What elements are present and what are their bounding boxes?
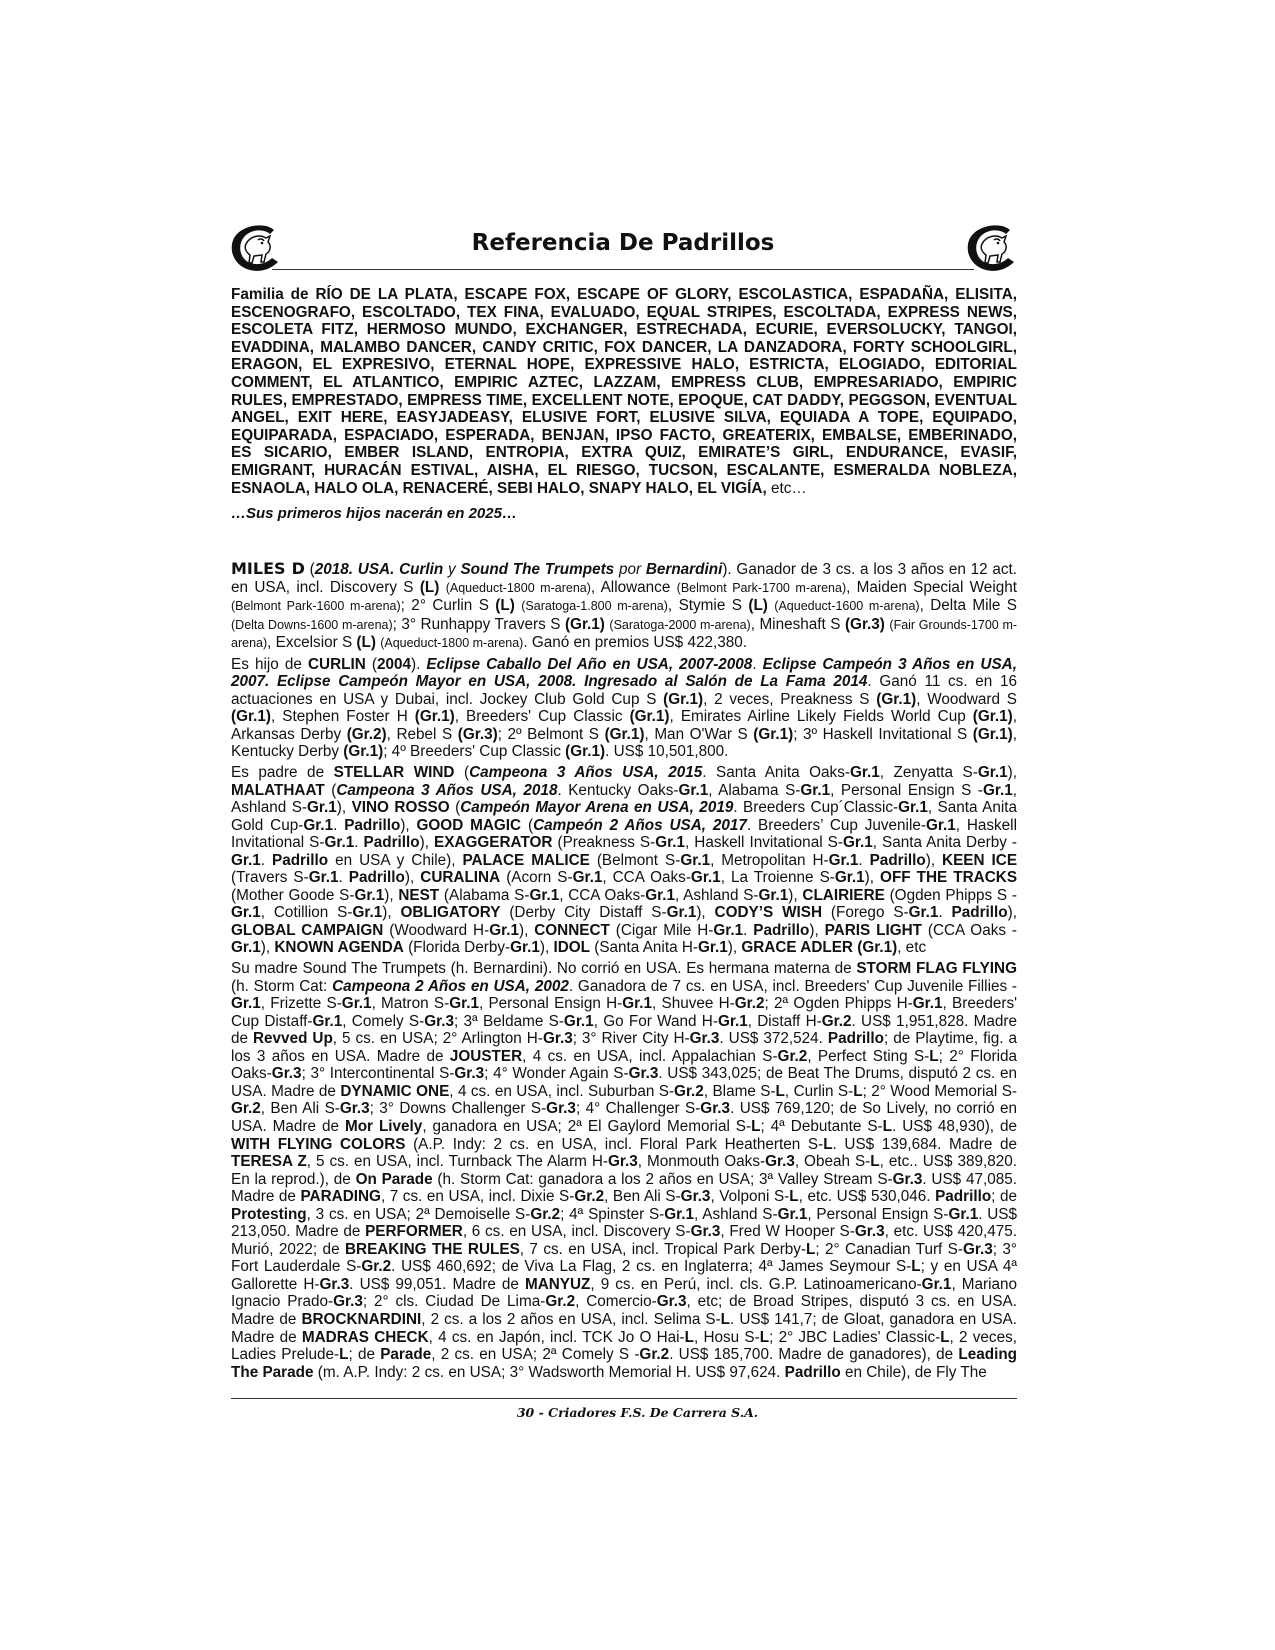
pedigree-body	[231, 560, 1017, 1384]
family-list	[231, 286, 1017, 497]
family-section	[231, 286, 1017, 522]
family-etc: etc…	[766, 479, 807, 497]
first-foals-note: …Sus primeros hijos nacerán en 2025…	[231, 505, 517, 523]
horse-logo-icon	[964, 222, 1018, 272]
page-title: Referencia De Padrillos	[471, 230, 775, 256]
family-names: Familia de RÍO DE LA PLATA, ESCAPE FOX, ESCAPE OF GLORY, ESCOLASTICA, ESPADAÑA, ELISITA, ESCENOGRAFO, ESCOLTADO, TEX FINA, EVALUADO, EQUAL STRIPES, ESCOLTADA, EXPRESS NEWS, ESCOLETA FITZ, HERMOSO MUNDO, EXCHANGER, ESTRECHADA, ECURIE, EVERSOLUCKY, TANGOI, EVADDINA, MALAMBO DANCER, CANDY CRITIC, FOX DANCER, LA DANZADORA, FORTY SCHOOLGIRL, ERAGON, EL EXPRESIVO, ETERNAL HOPE, EXPRESSIVE HALO, ESTRICTA, ELOGIADO, EDITORIAL COMMENT, EL ATLANTICO, EMPIRIC AZTEC, LAZZAM, EMPRESS CLUB, EMPRESARIADO, EMPIRIC RULES, EMPRESTADO, EMPRESS TIME, EXCELLENT NOTE, EPOQUE, CAT DADDY, PEGGSON, EVENTUAL ANGEL, EXIT HERE, EASYJADEASY, ELUSIVE FORT, ELUSIVE SILVA, EQUIADA A TOPE, EQUIPADO, EQUIPARADA, ESPACIADO, ESPERADA, BENJAN, IPSO FACTO, GREATERIX, EMBALSE, EMBERINADO, ES SICARIO, EMBER ISLAND, ENTROPIA, EXTRA QUIZ, EMIRATE’S GIRL, ENDURANCE, EVASIF, EMIGRANT, HURACÁN ESTIVAL, AISHA, EL RIESGO, TUCSON, ESCALANTE, ESMERALDA NOBLEZA, ESNAOLA, HALO OLA, RENACERÉ, SEBI HALO, SNAPY HALO, EL VIGÍA,	[231, 286, 1017, 497]
footer-divider	[231, 1398, 1017, 1399]
page-header	[228, 222, 1018, 274]
header-divider	[272, 269, 974, 270]
dam-paragraph: Su madre Sound The Trumpets (h. Bernardini). No corrió en USA. Es hermana materna de STORM FLAG FLYING (h. Storm Cat: Campeona 2 Años en USA, 2002. Ganadora de 7 cs. en USA, incl. Breeders' Cup Juvenile Fillies -Gr.1, Frizette S-Gr.1, Matron S-Gr.1, Personal Ensign H-Gr.1, Shuvee H-Gr.2; 2ª Ogden Phipps H-Gr.1, Breeders' Cup Distaff-Gr.1, Comely S-Gr.3; 3ª Beldame S-Gr.1, Go For Wand H-Gr.1, Distaff H-Gr.2. US$ 1,951,828. Madre de Revved Up, 5 cs. en USA; 2° Arlington H-Gr.3; 3° River City H-Gr.3. US$ 372,524. Padrillo; de Playtime, fig. a los 3 años en USA. Madre de JOUSTER, 4 cs. en USA, incl. Appalachian S-Gr.2, Perfect Sting S-L; 2° Florida Oaks-Gr.3; 3° Intercontinental S-Gr.3; 4° Wonder Again S-Gr.3. US$ 343,025; de Beat The Drums, disputó 2 cs. en USA. Madre de DYNAMIC ONE, 4 cs. en USA, incl. Suburban S-Gr.2, Blame S-L, Curlin S-L; 2° Wood Memorial S-Gr.2, Ben Ali S-Gr.3; 3° Downs Challenger S-Gr.3; 4° Challenger S-Gr.3. US$ 769,120; de So Lively, no corrió en USA. Madre de Mor Lively, ganadora en USA; 2ª El Gaylord Memorial S-L; 4ª Debutante S-L. US$ 48,930), de WITH FLYING COLORS (A.P. Indy: 2 cs. en USA, incl. Floral Park Heatherten S-L. US$ 139,684. Madre de TERESA Z, 5 cs. en USA, incl. Turnback The Alarm H-Gr.3, Monmouth Oaks-Gr.3, Obeah S-L, etc.. US$ 389,820. En la reprod.), de On Parade (h. Storm Cat: ganadora a los 2 años en USA; 3ª Valley Stream S-Gr.3. US$ 47,085. Madre de PARADING, 7 cs. en USA, incl. Dixie S-Gr.2, Ben Ali S-Gr.3, Volponi S-L, etc. US$ 530,046. Padrillo; de Protesting, 3 cs. en USA; 2ª Demoiselle S-Gr.2; 4ª Spinster S-Gr.1, Ashland S-Gr.1, Personal Ensign S-Gr.1. US$ 213,050. Madre de PERFORMER, 6 cs. en USA, incl. Discovery S-Gr.3, Fred W Hooper S-Gr.3, etc. US$ 420,475. Murió, 2022; de BREAKING THE RULES, 7 cs. en USA, incl. Tropical Park Derby-L; 2° Canadian Turf S-Gr.3; 3° Fort Lauderdale S-Gr.2. US$ 460,692; de Viva La Flag, 2 cs. en Inglaterra; 4ª James Seymour S-L; y en USA 4ª Gallorette H-Gr.3. US$ 99,051. Madre de MANYUZ, 9 cs. en Perú, incl. cls. G.P. Latinoamericano-Gr.1, Mariano Ignacio Prado-Gr.3; 2° cls. Ciudad De Lima-Gr.2, Comercio-Gr.3, etc; de Broad Stripes, disputó 3 cs. en USA. Madre de BROCKNARDINI, 2 cs. a los 2 años en USA, incl. Selima S-L. US$ 141,7; de Gloat, ganadora en USA. Madre de MADRAS CHECK, 4 cs. en Japón, incl. TCK Jo O Hai-L, Hosu S-L; 2° JBC Ladies' Classic-L, 2 veces, Ladies Prelude-L; de Parade, 2 cs. en USA; 2ª Comely S -Gr.2. US$ 185,700. Madre de ganadores), de Leading The Parade (m. A.P. Indy: 2 cs. en USA; 3° Wadsworth Memorial H. US$ 97,624. Padrillo en Chile), de Fly The	[231, 960, 1018, 1381]
page-footer: 30 - Criadores F.S. De Carrera S.A.	[516, 1405, 759, 1420]
stallion-summary: MILES D (2018. USA. Curlin y Sound The Trumpets por Bernardini). Ganador de 3 cs. a los 3 años en 12 act. en USA, incl. Discovery S (L) (Aqueduct-1800 m-arena), Allowance (Belmont Park-1700 m-arena), Maiden Special Weight (Belmont Park-1600 m-arena); 2° Curlin S (L) (Saratoga-1.800 m-arena), Stymie S (L) (Aqueduct-1600 m-arena), Delta Mile S (Delta Downs-1600 m-arena); 3° Runhappy Travers S (Gr.1) (Saratoga-2000 m-arena), Mineshaft S (Gr.3) (Fair Grounds-1700 m-arena), Excelsior S (L) (Aqueduct-1800 m-arena). Ganó en premios US$ 422,380.	[231, 559, 1018, 652]
sire-paragraph: Es hijo de CURLIN (2004). Eclipse Caballo Del Año en USA, 2007-2008. Eclipse Campeón 3 Años en USA, 2007. Eclipse Campeón Mayor en USA, 2008. Ingresado al Salón de La Fama 2014. Ganó 11 cs. en 16 actuaciones en USA y Dubai, incl. Jockey Club Gold Cup S (Gr.1), 2 veces, Preakness S (Gr.1), Woodward S (Gr.1), Stephen Foster H (Gr.1), Breeders' Cup Classic (Gr.1), Emirates Airline Likely Fields World Cup (Gr.1), Arkansas Derby (Gr.2), Rebel S (Gr.3); 2º Belmont S (Gr.1), Man O'War S (Gr.1); 3º Haskell Invitational S (Gr.1), Kentucky Derby (Gr.1); 4º Breeders' Cup Classic (Gr.1). US$ 10,501,800.	[231, 655, 1017, 761]
sire-progeny-paragraph: Es padre de STELLAR WIND (Campeona 3 Años USA, 2015. Santa Anita Oaks-Gr.1, Zenyatta S-Gr.1), MALATHAAT (Campeona 3 Años USA, 2018. Kentucky Oaks-Gr.1, Alabama S-Gr.1, Personal Ensign S -Gr.1, Ashland S-Gr.1), VINO ROSSO (Campeón Mayor Arena en USA, 2019. Breeders Cup´Classic-Gr.1, Santa Anita Gold Cup-Gr.1. Padrillo), GOOD MAGIC (Campeón 2 Años USA, 2017. Breeders’ Cup Juvenile-Gr.1, Haskell Invitational S-Gr.1. Padrillo), EXAGGERATOR (Preakness S-Gr.1, Haskell Invitational S-Gr.1, Santa Anita Derby -Gr.1. Padrillo en USA y Chile), PALACE MALICE (Belmont S-Gr.1, Metropolitan H-Gr.1. Padrillo), KEEN ICE (Travers S-Gr.1. Padrillo), CURALINA (Acorn S-Gr.1, CCA Oaks-Gr.1, La Troienne S-Gr.1), OFF THE TRACKS (Mother Goode S-Gr.1), NEST (Alabama S-Gr.1, CCA Oaks-Gr.1, Ashland S-Gr.1), CLAIRIERE (Ogden Phipps S -Gr.1, Cotillion S-Gr.1), OBLIGATORY (Derby City Distaff S-Gr.1), CODY’S WISH (Forego S-Gr.1. Padrillo), GLOBAL CAMPAIGN (Woodward H-Gr.1), CONNECT (Cigar Mile H-Gr.1. Padrillo), PARIS LIGHT (CCA Oaks -Gr.1), KNOWN AGENDA (Florida Derby-Gr.1), IDOL (Santa Anita H-Gr.1), GRACE ADLER (Gr.1), etc	[231, 764, 1018, 957]
